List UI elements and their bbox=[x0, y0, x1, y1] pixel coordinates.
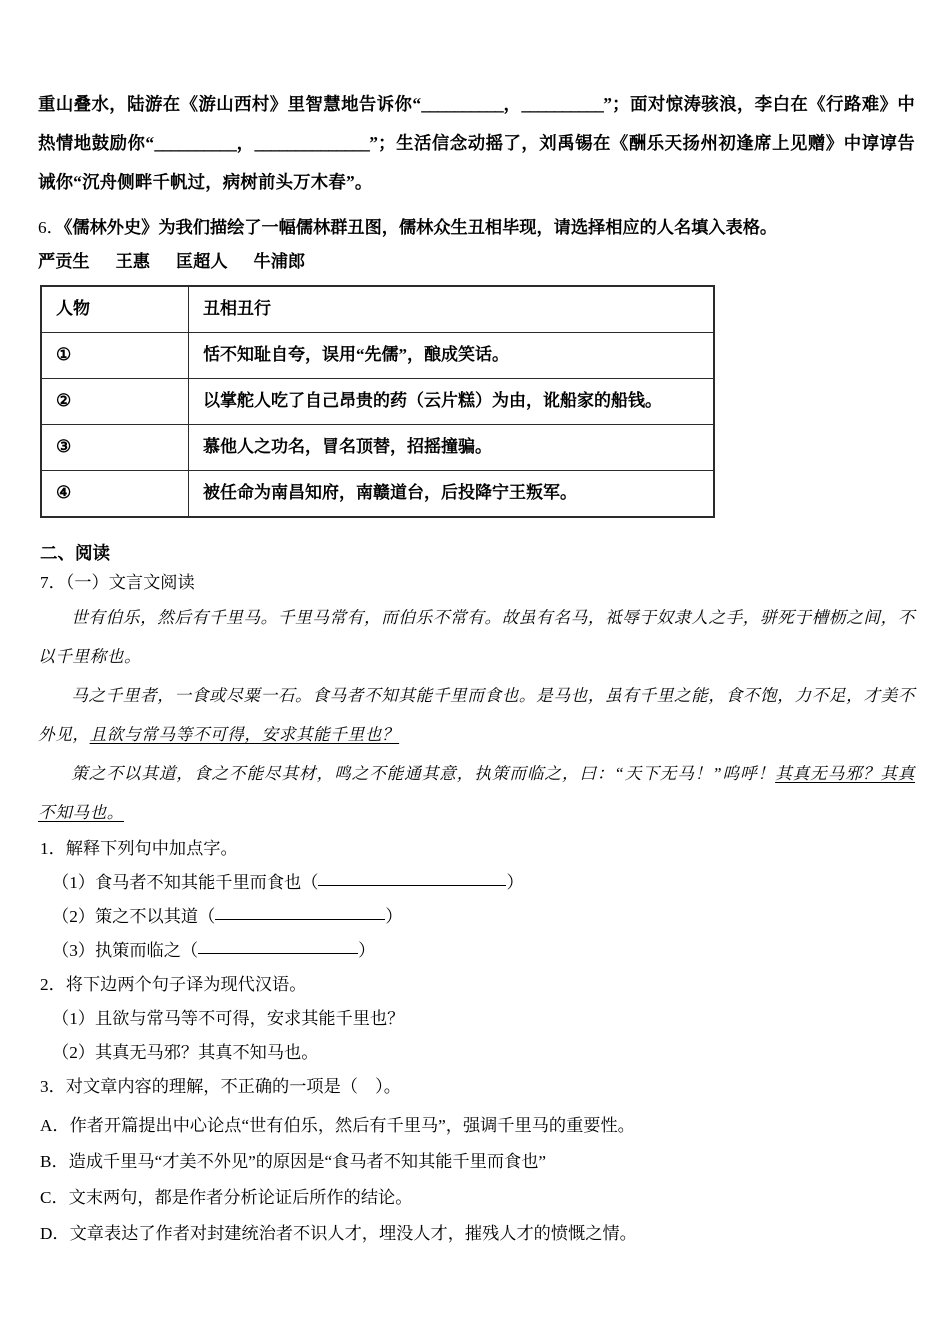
row-label-2[interactable]: ② bbox=[41, 379, 189, 425]
question6-stem-text: 《儒林外史》为我们描绘了一幅儒林群丑图，儒林众生丑相毕现，请选择相应的人名填入表格。 bbox=[63, 218, 778, 237]
q1-item2-label: （2） bbox=[52, 907, 95, 926]
q5-blank-2[interactable]: __________ bbox=[521, 94, 604, 114]
table-row bbox=[41, 333, 714, 379]
question6-number: 6． bbox=[38, 218, 64, 237]
subquestion-1-item-1 bbox=[38, 866, 915, 900]
name-option-3[interactable]: 牛浦郎 bbox=[253, 252, 306, 271]
subquestion-3-option-a[interactable]: A．作者开篇提出中心论点“世有伯乐，然后有千里马”，强调千里马的重要性。 bbox=[40, 1116, 635, 1135]
table-row bbox=[41, 379, 714, 425]
subquestion-3-option-b[interactable]: B．造成千里马“才美不外见”的原因是“食马者不知其能千里而食也” bbox=[40, 1152, 547, 1171]
q1-item3-answer-blank[interactable] bbox=[198, 953, 358, 954]
q5-line1-suffix: ”；面对惊涛骇浪，李白在《行路难》中热 bbox=[38, 94, 915, 153]
characters-table bbox=[40, 285, 715, 518]
q5-line2-suffix: ”；生活信念动摇了，刘禹锡在《酬乐天扬州初逢席上见赠》中谆谆告诫 bbox=[38, 133, 916, 192]
subquestion-2-item-1: （1）且欲与常马等不可得，安求其能千里也？ bbox=[52, 1009, 405, 1028]
q1-item2-answer-blank[interactable] bbox=[215, 919, 385, 920]
q1-item1-label: （1） bbox=[52, 873, 95, 892]
passage-paragraph-1: 世有伯乐，然后有千里马。千里马常有，而伯乐不常有。故虽有名马，祗辱于奴隶人之手，骈死于槽枥之间，不以千里称也。 bbox=[38, 608, 915, 666]
q5-line2-prefix: 情地鼓励你“ bbox=[55, 133, 155, 153]
q5-blank-4[interactable]: ______________ bbox=[254, 133, 370, 153]
row-label-1[interactable]: ① bbox=[41, 333, 189, 379]
q1-item3-text: 执策而临之（ bbox=[94, 941, 199, 960]
table-header-row bbox=[41, 286, 714, 333]
table-header-behavior: 丑相丑行 bbox=[189, 286, 715, 333]
row-label-4[interactable]: ④ bbox=[41, 471, 189, 518]
subquestion-2-stem: 2．将下边两个句子译为现代汉语。 bbox=[40, 975, 307, 994]
question7-label: 7．（一）文言文阅读 bbox=[40, 573, 195, 592]
q5-line1-prefix: 重山叠水，陆游在《游山西村》里智慧地告诉你“ bbox=[38, 94, 422, 114]
row-desc-2: 以掌舵人吃了自己昂贵的药（云片糕）为由，讹船家的船钱。 bbox=[189, 379, 715, 425]
passage-p2-plain: 马之千里者，一食或尽粟一石。食马者不知其能千里而食也。是马也，虽有千里之能，食不饱，力不足，才美不外见， bbox=[38, 686, 915, 744]
row-desc-4: 被任命为南昌知府，南赣道台，后投降宁王叛军。 bbox=[189, 471, 715, 518]
table-row bbox=[41, 425, 714, 471]
q1-item2-close: ） bbox=[385, 907, 403, 926]
name-option-2[interactable]: 匡超人 bbox=[175, 252, 228, 271]
table-header-person: 人物 bbox=[41, 286, 189, 333]
passage-p3-underlined: 其真无马邪？其真不知马也。 bbox=[38, 764, 915, 822]
passage-paragraph-3 bbox=[38, 754, 915, 832]
row-desc-3: 慕他人之功名，冒名顶替，招摇撞骗。 bbox=[189, 425, 715, 471]
q1-item1-text: 食马者不知其能千里而食也（ bbox=[94, 873, 319, 892]
subquestion-3-option-c[interactable]: C．文末两句，都是作者分析论证后所作的结论。 bbox=[40, 1188, 413, 1207]
passage-p2-underlined: 且欲与常马等不可得，安求其能千里也？ bbox=[89, 725, 400, 744]
name-option-1[interactable]: 王惠 bbox=[115, 252, 150, 271]
q5-separator-2: ， bbox=[236, 133, 255, 153]
question6-stem bbox=[38, 211, 915, 245]
passage-p3-plain: 策之不以其道，食之不能尽其材，鸣之不能通其意，执策而临之，曰：“天下无马！”呜呼！ bbox=[71, 764, 776, 783]
row-desc-1: 恬不知耻自夸，误用“先儒”，酿成笑话。 bbox=[189, 333, 715, 379]
subquestion-3-stem: 3．对文章内容的理解，不正确的一项是（ ）。 bbox=[40, 1077, 401, 1096]
subquestion-2-item-2: （2）其真无马邪？其真不知马也。 bbox=[52, 1043, 319, 1062]
q5-blank-1[interactable]: __________ bbox=[421, 94, 504, 114]
subquestion-1-item-2 bbox=[38, 900, 915, 934]
q1-item3-label: （3） bbox=[52, 941, 95, 960]
subquestion-1-stem: 1．解释下列句中加点字。 bbox=[40, 839, 238, 858]
q1-item1-close: ） bbox=[506, 873, 524, 892]
subquestion-1-item-3 bbox=[38, 934, 915, 968]
question5-paragraph bbox=[38, 85, 915, 202]
q1-item1-answer-blank[interactable] bbox=[318, 885, 506, 886]
subquestion-3-option-d[interactable]: D．文章表达了作者对封建统治者不识人才，埋没人才，摧残人才的愤慨之情。 bbox=[40, 1224, 637, 1243]
q1-item2-text: 策之不以其道（ bbox=[94, 907, 216, 926]
q5-separator-1: ， bbox=[503, 94, 522, 114]
q5-line3: 你“沉舟侧畔千帆过，病树前头万木春”。 bbox=[55, 172, 373, 192]
question6-name-options bbox=[38, 245, 915, 278]
section-heading-reading: 二、阅读 bbox=[40, 543, 110, 563]
name-option-0[interactable]: 严贡生 bbox=[38, 252, 90, 271]
row-label-3[interactable]: ③ bbox=[41, 425, 189, 471]
q1-item3-close: ） bbox=[358, 941, 376, 960]
q5-blank-3[interactable]: __________ bbox=[154, 133, 237, 153]
passage-paragraph-2 bbox=[38, 676, 915, 754]
table-row bbox=[41, 471, 714, 518]
